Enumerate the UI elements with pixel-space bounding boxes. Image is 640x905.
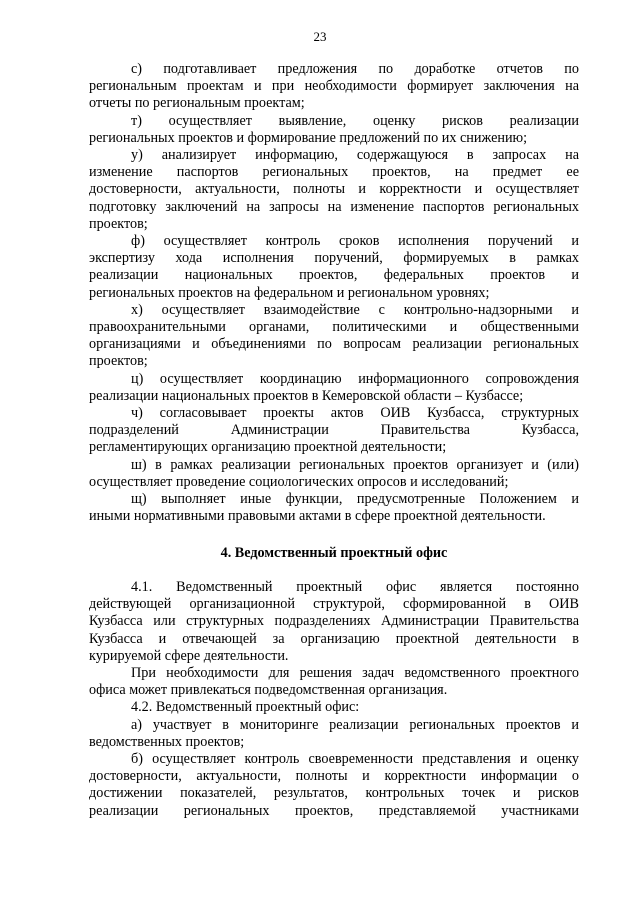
text-line: иными нормативными правовыми актами в сфере проектной деятельности. bbox=[89, 508, 546, 525]
text-line: подразделений Администрации Правительства Кузбасса, bbox=[89, 422, 579, 439]
text-line: изменение паспортов региональных проектов, на предмет ее bbox=[89, 164, 579, 181]
text-line: региональных проектов и формирование предложений по их снижению; bbox=[89, 129, 528, 146]
text-line: щ) выполняет иные функции, предусмотренные Положением и bbox=[131, 491, 579, 507]
text-line: б) осуществляет контроль своевременности представления и оценку bbox=[131, 751, 579, 767]
text-line: Кузбасса или структурных подразделениях Администрации Правительства bbox=[89, 613, 579, 630]
text-line: проектов; bbox=[89, 215, 148, 232]
text-line: региональных проектов на федеральном и региональном уровнях; bbox=[89, 284, 490, 301]
text-line: подготовку заключений на запросы на изменение паспортов региональных bbox=[89, 198, 579, 215]
text-line: достижении показателей, результатов, контрольных точек и рисков bbox=[89, 785, 579, 802]
text-line: реализации национальных проектов, федеральных проектов и bbox=[89, 267, 579, 284]
text-line: При необходимости для решения задач ведомственного проектного bbox=[131, 665, 579, 681]
text-line: правоохранительными органами, политическими и общественными bbox=[89, 319, 579, 335]
text-line: а) участвует в мониторинге реализации региональных проектов и bbox=[131, 716, 579, 733]
text-line: ч) согласовывает проекты актов ОИВ Кузбасса, структурных bbox=[131, 405, 579, 421]
text-line: ш) в рамках реализации региональных проектов организует и (или) bbox=[131, 456, 579, 473]
page-number: 23 bbox=[313, 29, 327, 44]
text-line: 4.1. Ведомственный проектный офис является постоянно bbox=[131, 579, 579, 595]
text-line: офиса может привлекаться подведомственная организация. bbox=[89, 682, 448, 699]
text-line: достоверности, актуальности, полноты и корректности и осуществляет bbox=[89, 181, 579, 198]
text-line: Кузбасса и отвечающей за организацию проектной деятельности в bbox=[89, 630, 579, 647]
text-line: т) осуществляет выявление, оценку рисков реализации bbox=[131, 112, 579, 129]
text-line: достоверности, актуальности, полноты и корректности информации о bbox=[89, 768, 579, 785]
text-line: отчеты по региональным проектам; bbox=[89, 95, 305, 112]
text-line: 4.2. Ведомственный проектный офис: bbox=[131, 699, 360, 716]
text-line: реализации национальных проектов в Кемеровской области – Кузбассе; bbox=[89, 387, 524, 404]
text-line: реализации региональных проектов, представляемой участниками bbox=[89, 802, 579, 819]
text-line: ведомственных проектов; bbox=[89, 733, 245, 750]
section-heading: 4. Ведомственный проектный офис bbox=[220, 545, 448, 561]
text-line: экспертизу хода исполнения поручений, формируемых в рамках bbox=[89, 250, 579, 267]
text-line: у) анализирует информацию, содержащуюся в запросах на bbox=[131, 147, 579, 163]
text-line: курируемой сфере деятельности. bbox=[89, 647, 289, 664]
text-line: организациями и объединениями по вопросам реализации региональных bbox=[89, 336, 579, 353]
text-line: с) подготавливает предложения по доработке отчетов по bbox=[131, 61, 579, 77]
text-line: х) осуществляет взаимодействие с контрольно-надзорными и bbox=[131, 301, 579, 318]
text-line: ф) осуществляет контроль сроков исполнения поручений и bbox=[131, 233, 579, 249]
text-line: проектов; bbox=[89, 353, 148, 370]
text-line: ц) осуществляет координацию информационного сопровождения bbox=[131, 370, 579, 387]
text-line: действующей организационной структурой, сформированной в ОИВ bbox=[89, 596, 579, 613]
text-line: регламентирующих организацию проектной деятельности; bbox=[89, 439, 447, 456]
text-line: осуществляет проведение социологических опросов и исследований; bbox=[89, 473, 509, 490]
text-line: региональным проектам и при необходимости формирует заключения на bbox=[89, 78, 579, 95]
